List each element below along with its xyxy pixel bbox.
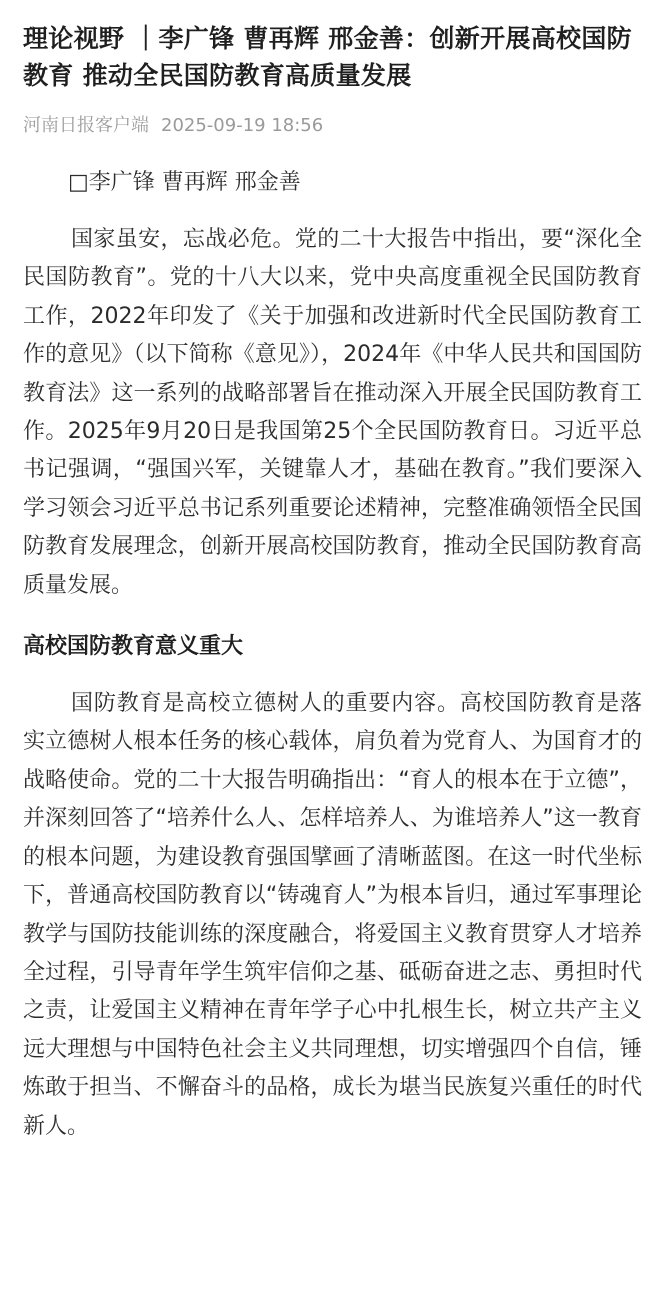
- paragraph-intro: 国家虽安，忘战必危。党的二十大报告中指出，要“深化全民国防教育”。党的十八大以来，党中央高度重视全民国防教育工作，2022年印发了《关于加强和改进新时代全民国防教育工作的意见》（以下简称《意见》），2024年《中华人民共和国国防教育法》这一系列的战略部署旨在推动深入开展全民国防教育工作。2025年9月20日是我国第25个全民国防教育日。习近平总书记强调，“强国兴军，关键靠人才，基础在教育。”我们要深入学习领会习近平总书记系列重要论述精神，完整准确领悟全民国防教育发展理念，创新开展高校国防教育，推动全民国防教育高质量发展。: [23, 227, 642, 598]
- article-meta: [23, 113, 642, 139]
- source-name[interactable]: 河南日报客户端: [23, 115, 149, 136]
- paragraph-section-1: 国防教育是高校立德树人的重要内容。高校国防教育是落实立德树人根本任务的核心载体，肩负着为党育人、为国育才的战略使命。党的二十大报告明确指出：“育人的根本在于立德”，并深刻回答了“培养什么人、怎样培养人、为谁培养人”这一教育的根本问题，为建设教育强国擘画了清晰蓝图。在这一时代坐标下，普通高校国防教育以“铸魂育人”为根本旨归，通过军事理论教学与国防技能训练的深度融合，将爱国主义教育贯穿人才培养全过程，引导青年学生筑牢信仰之基、砥砺奋进之志、勇担时代之责，让爱国主义精神在青年学子心中扎根生长，树立共产主义远大理想与中国特色社会主义共同理想，切实增强四个自信，锤炼敢于担当、不懈奋斗的品格，成长为堪当民族复兴重任的时代新人。: [23, 691, 642, 1139]
- article-title: 理论视野 ｜李广锋 曹再辉 邢金善：创新开展高校国防教育 推动全民国防教育高质量发展: [23, 24, 632, 90]
- author-line: □李广锋 曹再辉 邢金善: [68, 170, 301, 195]
- section-heading: 高校国防教育意义重大: [23, 634, 244, 660]
- publish-time: 2025-09-19 18:56: [161, 115, 324, 136]
